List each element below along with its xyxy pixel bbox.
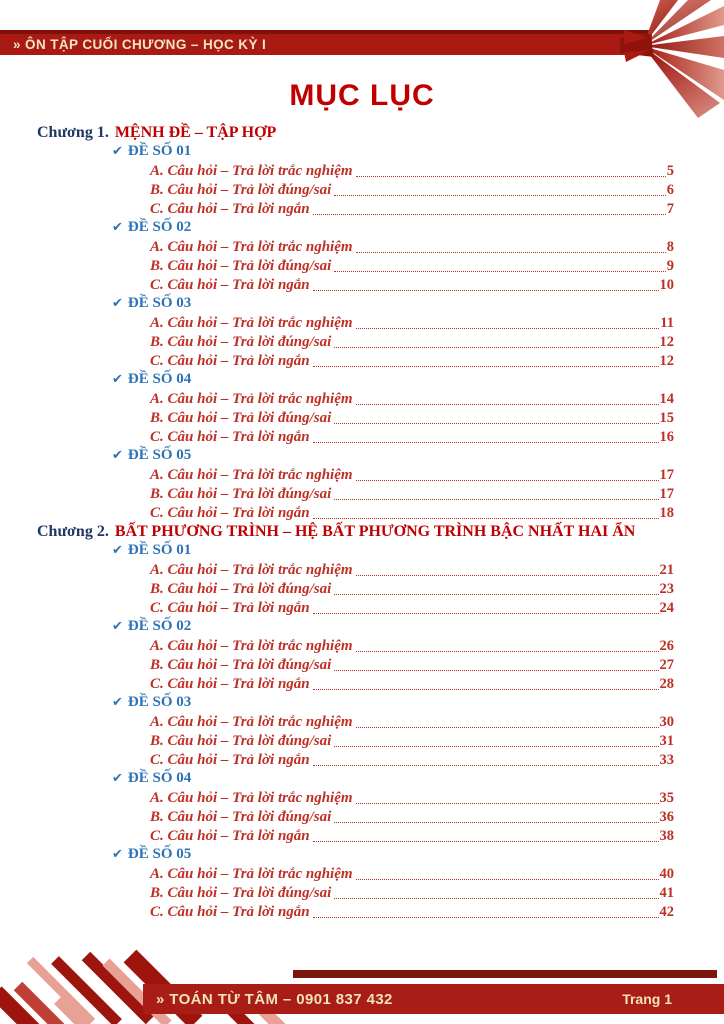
toc-item-page: 41: [659, 885, 674, 901]
footer-accent-strip: [293, 970, 717, 978]
toc-item-label: A. Câu hỏi – Trả lời trắc nghiệm: [150, 866, 353, 882]
toc-item-label: A. Câu hỏi – Trả lời trắc nghiệm: [150, 562, 353, 578]
toc-item-row: [0, 180, 674, 199]
dotted-leader: [313, 765, 659, 766]
toc-item-label: A. Câu hỏi – Trả lời trắc nghiệm: [150, 239, 353, 255]
toc-item-page: 11: [660, 315, 674, 331]
toc-item-label: A. Câu hỏi – Trả lời trắc nghiệm: [150, 315, 353, 331]
toc-item-label: B. Câu hỏi – Trả lời đúng/sai: [150, 182, 332, 198]
exam-label: ĐỀ SỐ 02: [127, 618, 192, 634]
dotted-leader: [334, 271, 665, 272]
toc-item-row: [0, 313, 674, 332]
toc-exam-row: [0, 617, 674, 636]
toc-item-row: [0, 427, 674, 446]
toc-item-label: B. Câu hỏi – Trả lời đúng/sai: [150, 258, 332, 274]
dotted-leader: [334, 499, 658, 500]
toc-item-page: 17: [659, 467, 674, 483]
toc-item-page: 21: [659, 562, 674, 578]
dotted-leader: [334, 195, 665, 196]
toc-item-row: [0, 902, 674, 921]
toc-item-label: C. Câu hỏi – Trả lời ngắn: [150, 277, 310, 293]
toc-item-page: 12: [659, 334, 674, 350]
toc-item-label: C. Câu hỏi – Trả lời ngắn: [150, 676, 310, 692]
toc-exam-row: [0, 769, 674, 788]
dotted-leader: [313, 613, 659, 614]
toc-item-row: [0, 237, 674, 256]
dotted-leader: [356, 252, 666, 253]
toc-item-label: A. Câu hỏi – Trả lời trắc nghiệm: [150, 714, 353, 730]
toc-item-page: 26: [659, 638, 674, 654]
toc-item-page: 33: [659, 752, 674, 768]
toc-item-row: [0, 256, 674, 275]
toc-item-label: A. Câu hỏi – Trả lời trắc nghiệm: [150, 638, 353, 654]
toc-item-label: C. Câu hỏi – Trả lời ngắn: [150, 201, 310, 217]
dotted-leader: [356, 480, 659, 481]
toc-item-label: A. Câu hỏi – Trả lời trắc nghiệm: [150, 790, 353, 806]
toc-item-label: B. Câu hỏi – Trả lời đúng/sai: [150, 809, 332, 825]
toc-item-label: C. Câu hỏi – Trả lời ngắn: [150, 752, 310, 768]
dotted-leader: [334, 670, 658, 671]
toc-exam-row: [0, 693, 674, 712]
toc-item-row: [0, 636, 674, 655]
toc-item-label: C. Câu hỏi – Trả lời ngắn: [150, 904, 310, 920]
toc-item-page: 10: [659, 277, 674, 293]
exam-label: ĐỀ SỐ 05: [127, 846, 192, 862]
toc-item-row: [0, 161, 674, 180]
toc-item-row: [0, 750, 674, 769]
toc-exam-row: [0, 142, 674, 161]
toc-item-page: 42: [659, 904, 674, 920]
exam-label: ĐỀ SỐ 03: [127, 295, 192, 311]
toc-item-row: [0, 408, 674, 427]
toc-item-row: [0, 883, 674, 902]
dotted-leader: [334, 898, 658, 899]
checkmark-icon: ✔: [112, 543, 123, 558]
toc-item-page: 17: [659, 486, 674, 502]
toc-item-row: [0, 484, 674, 503]
checkmark-icon: ✔: [112, 144, 123, 159]
toc-item-row: [0, 275, 674, 294]
dotted-leader: [313, 841, 659, 842]
toc-item-page: 12: [659, 353, 674, 369]
toc-item-page: 35: [659, 790, 674, 806]
toc-item-label: C. Câu hỏi – Trả lời ngắn: [150, 600, 310, 616]
toc-item-row: [0, 560, 674, 579]
toc-item-page: 30: [659, 714, 674, 730]
dotted-leader: [313, 442, 659, 443]
toc-item-row: [0, 864, 674, 883]
toc-item-page: 27: [659, 657, 674, 673]
toc-exam-row: [0, 294, 674, 313]
toc-item-row: [0, 598, 674, 617]
toc-item-label: B. Câu hỏi – Trả lời đúng/sai: [150, 334, 332, 350]
exam-label: ĐỀ SỐ 03: [127, 694, 192, 710]
header-bar: [0, 30, 652, 55]
toc-item-row: [0, 332, 674, 351]
toc-item-page: 18: [659, 505, 674, 521]
dotted-leader: [313, 366, 659, 367]
dotted-leader: [356, 879, 659, 880]
checkmark-icon: ✔: [112, 220, 123, 235]
toc-item-row: [0, 655, 674, 674]
toc-item-page: 28: [659, 676, 674, 692]
toc-exam-row: [0, 541, 674, 560]
dotted-leader: [356, 575, 659, 576]
toc-item-label: A. Câu hỏi – Trả lời trắc nghiệm: [150, 391, 353, 407]
toc-item-page: 6: [666, 182, 674, 198]
toc-item-page: 15: [659, 410, 674, 426]
footer-brand: » TOÁN TỪ TÂM – 0901 837 432: [156, 990, 393, 1008]
toc-item-label: A. Câu hỏi – Trả lời trắc nghiệm: [150, 163, 353, 179]
toc-item-label: B. Câu hỏi – Trả lời đúng/sai: [150, 486, 332, 502]
toc-item-label: B. Câu hỏi – Trả lời đúng/sai: [150, 657, 332, 673]
chapter-title: BẤT PHƯƠNG TRÌNH – HỆ BẤT PHƯƠNG TRÌNH BẬC NHẤT HAI ẨN: [114, 523, 636, 540]
dotted-leader: [334, 594, 658, 595]
toc-item-label: B. Câu hỏi – Trả lời đúng/sai: [150, 885, 332, 901]
toc-item-page: 8: [666, 239, 674, 255]
toc-item-row: [0, 351, 674, 370]
toc-exam-row: [0, 370, 674, 389]
table-of-contents: [0, 123, 674, 921]
toc-item-label: A. Câu hỏi – Trả lời trắc nghiệm: [150, 467, 353, 483]
header-title: » ÔN TẬP CUỐI CHƯƠNG – HỌC KỲ I: [13, 37, 267, 52]
toc-chapter-row: [0, 522, 674, 541]
dotted-leader: [356, 328, 660, 329]
dotted-leader: [356, 651, 659, 652]
toc-item-page: 40: [659, 866, 674, 882]
toc-item-page: 5: [666, 163, 674, 179]
toc-item-row: [0, 826, 674, 845]
toc-item-label: C. Câu hỏi – Trả lời ngắn: [150, 353, 310, 369]
toc-item-page: 38: [659, 828, 674, 844]
toc-item-label: C. Câu hỏi – Trả lời ngắn: [150, 505, 310, 521]
exam-label: ĐỀ SỐ 04: [127, 371, 192, 387]
toc-item-label: C. Câu hỏi – Trả lời ngắn: [150, 828, 310, 844]
page-title: MỤC LỤC: [289, 79, 435, 112]
checkmark-icon: ✔: [112, 619, 123, 634]
toc-item-row: [0, 807, 674, 826]
toc-exam-row: [0, 446, 674, 465]
toc-item-row: [0, 199, 674, 218]
toc-item-label: B. Câu hỏi – Trả lời đúng/sai: [150, 410, 332, 426]
dotted-leader: [313, 518, 659, 519]
dotted-leader: [334, 822, 658, 823]
dotted-leader: [334, 746, 658, 747]
toc-item-page: 9: [666, 258, 674, 274]
exam-label: ĐỀ SỐ 01: [127, 143, 192, 159]
toc-item-page: 16: [659, 429, 674, 445]
exam-label: ĐỀ SỐ 04: [127, 770, 192, 786]
toc-exam-row: [0, 845, 674, 864]
chapter-title: MỆNH ĐỀ – TẬP HỢP: [114, 124, 277, 141]
toc-item-row: [0, 389, 674, 408]
toc-item-page: 31: [659, 733, 674, 749]
dotted-leader: [313, 290, 659, 291]
dotted-leader: [334, 423, 658, 424]
toc-item-row: [0, 674, 674, 693]
dotted-leader: [313, 917, 659, 918]
checkmark-icon: ✔: [112, 448, 123, 463]
dotted-leader: [313, 689, 659, 690]
toc-item-label: B. Câu hỏi – Trả lời đúng/sai: [150, 733, 332, 749]
footer-page-number: Trang 1: [622, 991, 672, 1007]
exam-label: ĐỀ SỐ 01: [127, 542, 192, 558]
dotted-leader: [356, 727, 659, 728]
toc-item-row: [0, 788, 674, 807]
toc-item-page: 36: [659, 809, 674, 825]
toc-chapter-row: [0, 123, 674, 142]
exam-label: ĐỀ SỐ 05: [127, 447, 192, 463]
checkmark-icon: ✔: [112, 695, 123, 710]
exam-label: ĐỀ SỐ 02: [127, 219, 192, 235]
toc-item-label: B. Câu hỏi – Trả lời đúng/sai: [150, 581, 332, 597]
toc-item-page: 7: [666, 201, 674, 217]
toc-item-label: C. Câu hỏi – Trả lời ngắn: [150, 429, 310, 445]
dotted-leader: [356, 404, 659, 405]
toc-item-row: [0, 465, 674, 484]
checkmark-icon: ✔: [112, 296, 123, 311]
chapter-label: Chương 2.: [37, 523, 109, 540]
toc-item-row: [0, 731, 674, 750]
dotted-leader: [313, 214, 666, 215]
checkmark-icon: ✔: [112, 372, 123, 387]
toc-item-page: 24: [659, 600, 674, 616]
toc-item-row: [0, 712, 674, 731]
footer-bar: [143, 984, 724, 1014]
toc-item-page: 14: [659, 391, 674, 407]
checkmark-icon: ✔: [112, 847, 123, 862]
toc-exam-row: [0, 218, 674, 237]
toc-item-row: [0, 579, 674, 598]
toc-item-page: 23: [659, 581, 674, 597]
dotted-leader: [356, 803, 659, 804]
dotted-leader: [334, 347, 658, 348]
dotted-leader: [356, 176, 666, 177]
toc-item-row: [0, 503, 674, 522]
chapter-label: Chương 1.: [37, 124, 109, 141]
checkmark-icon: ✔: [112, 771, 123, 786]
